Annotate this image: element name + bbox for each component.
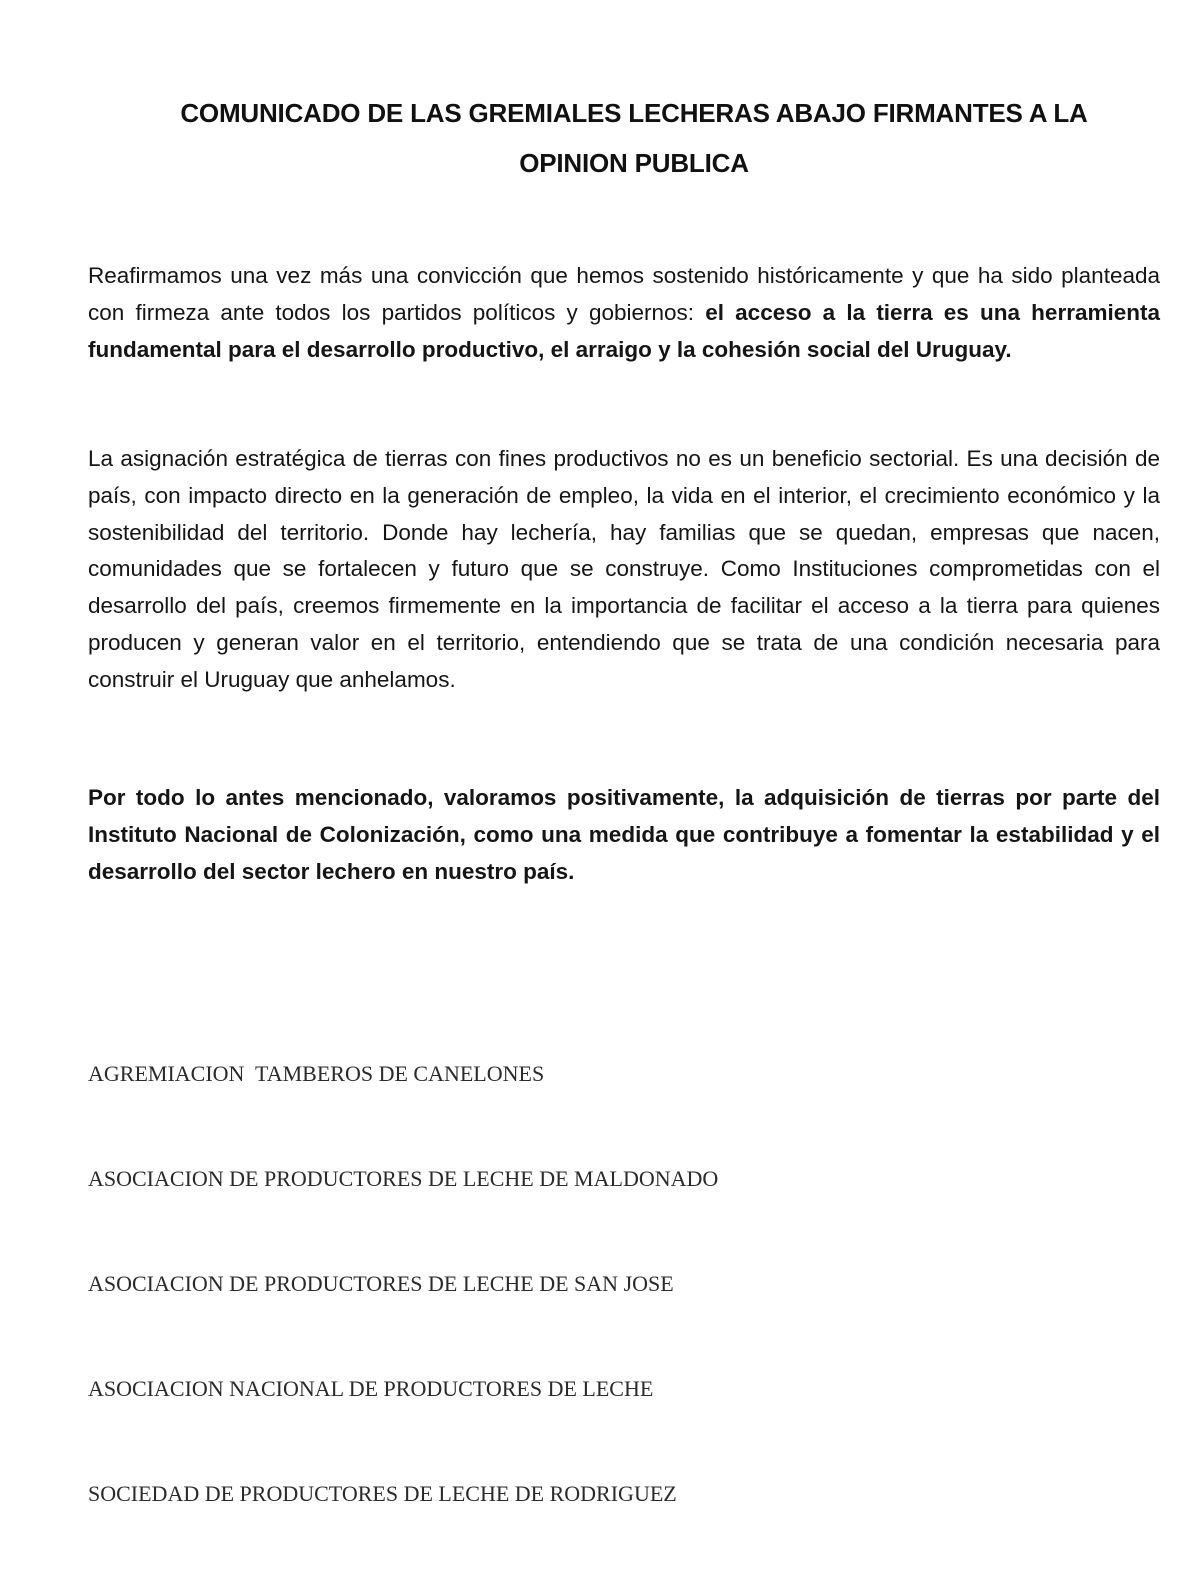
signatory: ASOCIACION NACIONAL DE PRODUCTORES DE LECHE: [88, 1376, 654, 1401]
signatories-list: [88, 986, 718, 1581]
signatory: ASOCIACION DE PRODUCTORES DE LECHE DE SAN JOSE: [88, 1271, 674, 1296]
paragraph-conviction: [88, 258, 1160, 368]
signatory: SOCIEDAD DE PRODUCTORES DE LECHE DE RODRIGUEZ: [88, 1481, 677, 1506]
paragraph-conviction-bold: el acceso a la tierra es una herramienta fundamental para el desarrollo productivo, el arraigo y la cohesión social del Uruguay.: [88, 299, 1160, 362]
paragraph-conviction-regular: Reafirmamos una vez más una convicción que hemos sostenido históricamente y que ha sido planteada con firmeza ante todos los partidos políticos y gobiernos:: [88, 263, 1160, 325]
paragraph-land-assignment: La asignación estratégica de tierras con fines productivos no es un beneficio sectorial. Es una decisión de país, con impacto directo en la generación de empleo, la vida en el interior, el crecimiento económico y la sostenibilidad del territorio. Donde hay lechería, hay familias que se quedan, empresas que nacen, comunidades que se fortalecen y futuro que se construye. Como Instituciones comprometidas con el desarrollo del país, creemos firmemente en la importancia de facilitar el acceso a la tierra para quienes producen y generan valor en el territorio, entendiendo que se trata de una condición necesaria para construir el Uruguay que anhelamos.: [88, 446, 1160, 692]
title-line-2: OPINION PUBLICA: [519, 148, 749, 178]
paragraph-conclusion: Por todo lo antes mencionado, valoramos positivamente, la adquisición de tierras por parte del Instituto Nacional de Colonización, como una medida que contribuye a fomentar la estabilidad y el desarrollo del sector lechero en nuestro país.: [88, 785, 1160, 884]
document-title: [88, 88, 1180, 188]
title-line-1: COMUNICADO DE LAS GREMIALES LECHERAS ABAJO FIRMANTES A LA: [180, 98, 1088, 128]
signatory: ASOCIACION DE PRODUCTORES DE LECHE DE MALDONADO: [88, 1166, 719, 1191]
signatory: AGREMIACION TAMBEROS DE CANELONES: [88, 1061, 545, 1086]
